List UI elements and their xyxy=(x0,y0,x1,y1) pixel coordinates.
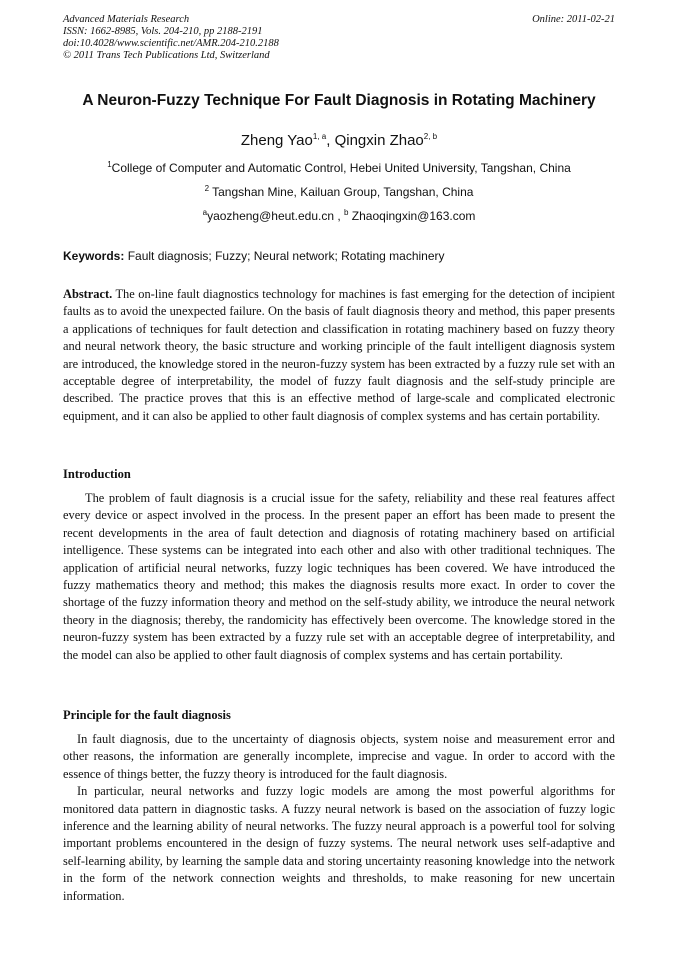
affiliation-superscript: 2 xyxy=(204,184,210,193)
keywords-line xyxy=(63,249,445,263)
email-superscript: a xyxy=(202,208,208,217)
introduction-paragraph: The problem of fault diagnosis is a crucial issue for the safety, reliability and these real features affect every device or aspect involved in the process. In the present paper an effort has been made to present the recent developments in the area of fault detection and diagnosis of rotating machinery based on artificial intelligence. These systems can be integrated into each other and also with other traditional techniques. The application of artificial neural networks, fuzzy logic techniques has been covered. We have introduced the fuzzy mathematics theory and method; this makes the diagnosis results more exact. In order to cover the shortage of the fuzzy information theory and method on the self-study ability, we introduce the neural network theory in the diagnosis; thereby, the randomicity has effectively been overcome. The knowledge stored in the neuron-fuzzy system has been extracted by a fuzzy rule set with an acceptable degree of interpretability, and the model can also be applied to other fault diagnosis of complex systems and has certain portability. xyxy=(63,491,615,662)
affiliation-text: College of Computer and Automatic Control, Hebei United University, Tangshan, China xyxy=(111,161,571,175)
author-superscript: 1, a xyxy=(312,132,327,141)
author-name: Qingxin Zhao xyxy=(334,132,424,149)
author-line xyxy=(30,132,648,149)
introduction-section xyxy=(63,490,615,664)
paper-title: A Neuron-Fuzzy Technique For Fault Diagnosis in Rotating Machinery xyxy=(82,92,596,109)
principle-section xyxy=(63,731,615,905)
affiliation-1 xyxy=(30,161,648,175)
author-superscript: 2, b xyxy=(423,132,438,141)
email-line xyxy=(30,209,648,223)
doi-line: doi:10.4028/www.scientific.net/AMR.204-210.2188 xyxy=(63,38,279,49)
author-name: Zheng Yao xyxy=(240,132,313,149)
journal-name: Advanced Materials Research xyxy=(63,14,190,25)
email-superscript: b xyxy=(344,208,349,217)
abstract-section xyxy=(63,286,615,425)
email-address: Zhaoqingxin@163.com xyxy=(348,209,476,223)
section-heading-principle: Principle for the fault diagnosis xyxy=(63,708,231,722)
affiliation-superscript: 1 xyxy=(107,160,112,169)
issn-line: ISSN: 1662-8985, Vols. 204-210, pp 2188-2191 xyxy=(63,26,263,37)
affiliation-text: Tangshan Mine, Kailuan Group, Tangshan, China xyxy=(209,185,474,199)
online-date: Online: 2011-02-21 xyxy=(532,14,615,25)
affiliation-2 xyxy=(30,185,648,199)
keywords-text: Fault diagnosis; Fuzzy; Neural network; Rotating machinery xyxy=(124,249,445,263)
author-separator: , xyxy=(326,132,335,149)
principle-paragraph-2: In particular, neural networks and fuzzy logic models are among the most powerful algorithms for monitored data pattern in diagnostic tasks. A fuzzy neural network is based on the association of fuzzy logic inference and the learning ability of neural networks. The fuzzy neural approach is a powerful tool for solving important problems encountered in the design of fuzzy systems. The neural network uses self-adaptive and self-learning ability, by learning the sample data and storing uncertainty reasoning knowledge into the network in the form of the network connection weights and thresholds, to make reasoning for new uncertain information. xyxy=(63,784,615,903)
email-address: yaozheng@heut.edu.cn , xyxy=(207,209,345,223)
journal-header xyxy=(63,14,615,62)
keywords-label: Keywords: xyxy=(63,249,125,263)
abstract-label: Abstract. xyxy=(63,287,113,301)
section-heading-introduction: Introduction xyxy=(63,467,131,481)
copyright-line: © 2011 Trans Tech Publications Ltd, Switzerland xyxy=(63,50,270,61)
principle-paragraph-1: In fault diagnosis, due to the uncertainty of diagnosis objects, system noise and measurement error and other reasons, the information are generally incomplete, imprecise and vague. In order to accord with the essence of things better, the fuzzy theory is introduced for the fault diagnosis. xyxy=(63,732,615,781)
abstract-text: The on-line fault diagnostics technology for machines is fast emerging for the detection of incipient faults as to avoid the unexpected failure. On the basis of fault diagnosis theory and method, this paper presents a applications of techniques for fault detection and classification in rotating machinery based on fuzzy theory and neural network theory, the basic structure and working principle of the fault intelligent diagnosis system are introduced, the knowledge stored in the neuron-fuzzy system has been extracted by a fuzzy rule set with an acceptable degree of interpretability, the model of fuzzy fault diagnosis and the self-study principle are described. The practice proves that this is an effective method of large-scale and complicated electronic equipment, and it can also be applied to other fault diagnosis of complex systems and has certain portability. xyxy=(63,287,615,423)
